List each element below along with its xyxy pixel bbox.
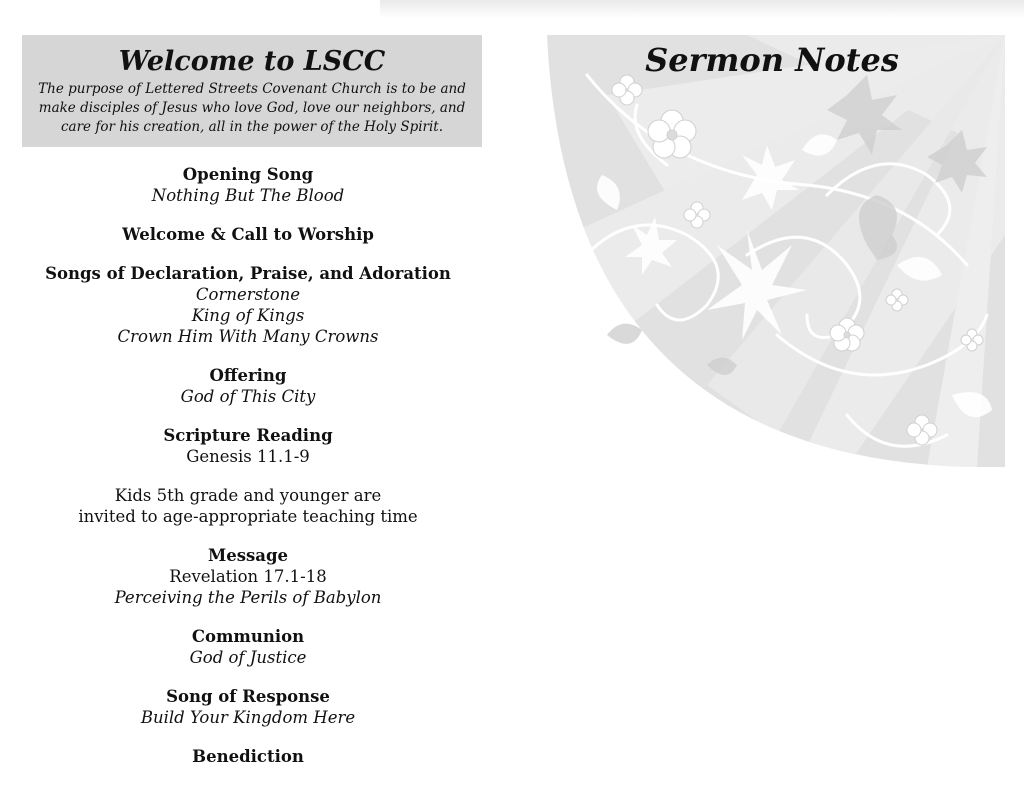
section-detail: invited to age-appropriate teaching time <box>78 507 418 526</box>
service-section <box>22 626 474 668</box>
song-title: Cornerstone <box>195 285 301 304</box>
section-heading: Welcome & Call to Worship <box>122 225 374 244</box>
song-title: God of This City <box>180 387 316 406</box>
section-heading: Benediction <box>192 747 304 766</box>
service-section <box>22 425 474 467</box>
service-section <box>22 545 474 608</box>
section-detail: Revelation 17.1-18 <box>169 567 327 586</box>
service-section <box>22 164 474 206</box>
service-section <box>22 746 474 767</box>
top-shadow <box>380 0 1024 18</box>
section-detail: Genesis 11.1-9 <box>186 447 310 466</box>
song-title: Perceiving the Perils of Babylon <box>114 588 382 607</box>
order-of-service <box>22 164 474 785</box>
floral-ornament-graphic <box>547 35 1005 467</box>
section-heading: Scripture Reading <box>163 426 333 445</box>
service-section <box>22 224 474 245</box>
section-heading: Song of Response <box>166 687 330 706</box>
section-heading: Communion <box>191 627 305 646</box>
welcome-purpose-text: The purpose of Lettered Streets Covenant Church is to be and make disciples of Jesus who love God, love our neighbors, and care for his creation, all in the power of the Holy Spirit. <box>38 81 466 135</box>
sermon-notes-title: Sermon Notes <box>645 41 899 79</box>
service-section <box>22 365 474 407</box>
welcome-title: Welcome to LSCC <box>118 46 386 77</box>
song-title: King of Kings <box>191 306 305 325</box>
song-title: Nothing But The Blood <box>151 186 345 205</box>
section-heading: Songs of Declaration, Praise, and Adoration <box>45 264 451 283</box>
floral-ornament <box>547 35 1005 467</box>
service-section <box>22 263 474 347</box>
service-section <box>22 686 474 728</box>
section-heading: Offering <box>209 366 287 385</box>
section-heading: Message <box>207 546 289 565</box>
song-title: Crown Him With Many Crowns <box>117 327 379 346</box>
welcome-box <box>22 35 482 147</box>
song-title: Build Your Kingdom Here <box>140 708 356 727</box>
service-section <box>22 485 474 527</box>
section-heading: Opening Song <box>182 165 314 184</box>
song-title: God of Justice <box>189 648 307 667</box>
section-detail: Kids 5th grade and younger are <box>114 486 382 505</box>
